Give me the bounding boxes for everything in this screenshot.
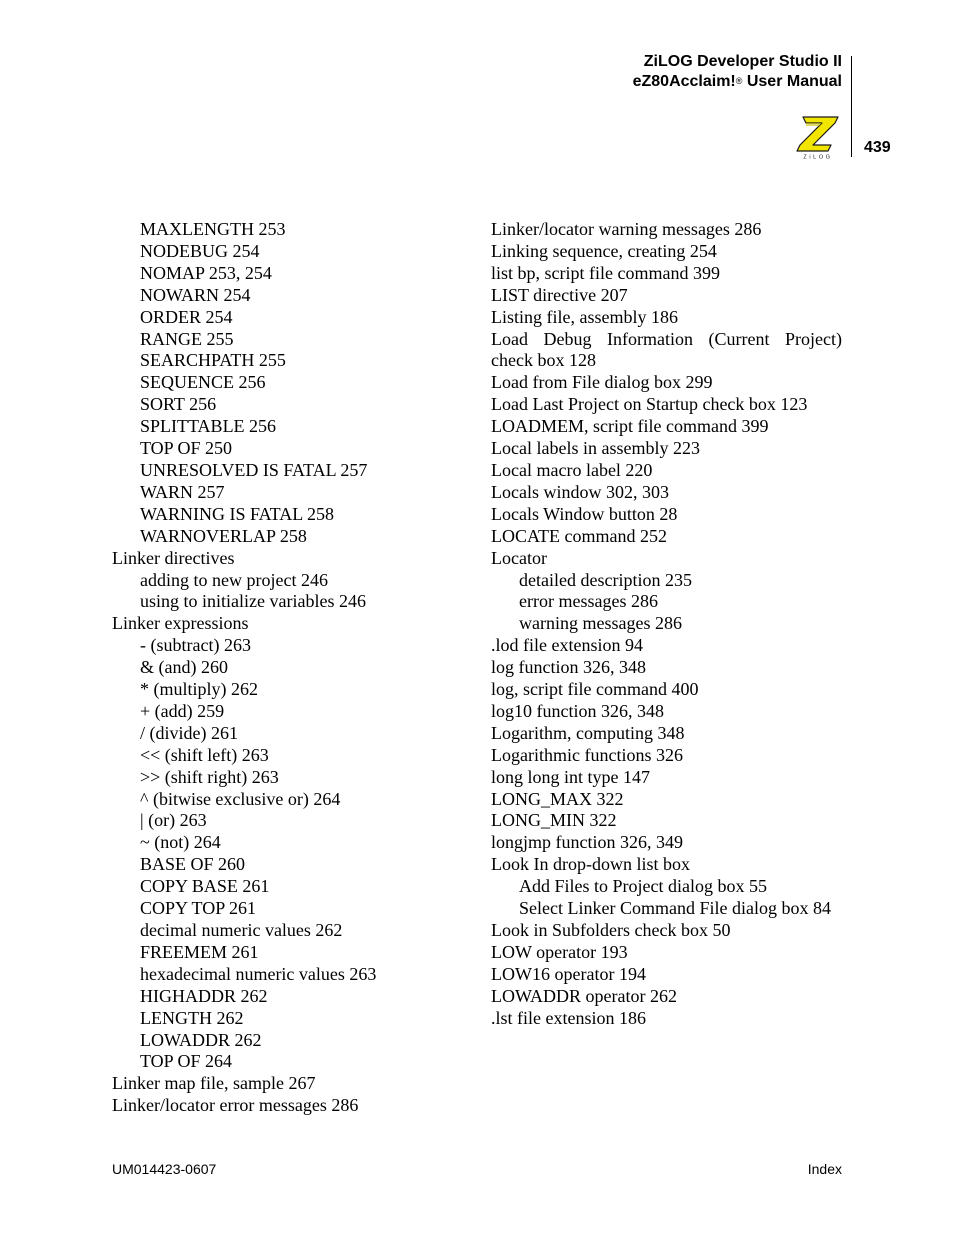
- logo-wordmark: ZiLOG: [803, 154, 833, 160]
- index-subentry: COPY TOP 261: [140, 898, 257, 919]
- index-subentry: | (or) 263: [140, 810, 207, 831]
- index-entry: Linker map file, sample 267: [112, 1073, 316, 1094]
- index-subentry: LENGTH 262: [140, 1007, 244, 1028]
- index-subentry: TOP OF 264: [140, 1051, 233, 1072]
- index-entry: long long int type 147: [491, 766, 650, 787]
- index-subentry: NOWARN 254: [140, 284, 251, 305]
- index-entry: Locals window 302, 303: [491, 481, 669, 502]
- index-subentry: WARNING IS FATAL 258: [140, 503, 335, 524]
- index-entry: Load Debug Information (Current Project): [491, 328, 842, 349]
- index-subentry: SORT 256: [140, 394, 217, 415]
- index-column-left: [112, 219, 462, 1117]
- index-entry: Local labels in assembly 223: [491, 438, 700, 459]
- product-name: eZ80Acclaim!: [632, 73, 736, 90]
- index-subentry: ^ (bitwise exclusive or) 264: [140, 788, 341, 809]
- index-subentry: FREEMEM 261: [140, 941, 259, 962]
- index-entry: LOW16 operator 194: [491, 963, 646, 984]
- index-entry: Logarithm, computing 348: [491, 722, 685, 743]
- index-subentry: RANGE 255: [140, 328, 234, 349]
- index-entry: Linker expressions: [112, 613, 249, 634]
- index-subentry: warning messages 286: [519, 613, 682, 634]
- index-subentry: TOP OF 250: [140, 438, 233, 459]
- index-subentry: NODEBUG 254: [140, 240, 260, 261]
- index-subentry: << (shift left) 263: [140, 744, 269, 765]
- index-subentry: Select Linker Command File dialog box 84: [519, 898, 831, 919]
- index-entry: LONG_MAX 322: [491, 788, 624, 809]
- index-entry: Linker directives: [112, 547, 235, 568]
- index-subentry: SPLITTABLE 256: [140, 416, 277, 437]
- manual-title-suffix: User Manual: [742, 73, 842, 90]
- manual-title: [633, 52, 842, 92]
- index-subentry: ~ (not) 264: [140, 832, 221, 853]
- index-subentry: + (add) 259: [140, 700, 225, 721]
- header-vertical-rule: [851, 56, 852, 157]
- index-entry: Look In drop-down list box: [491, 854, 690, 875]
- index-entry: Locals Window button 28: [491, 503, 678, 524]
- index-subentry: BASE OF 260: [140, 854, 246, 875]
- section-name: Index: [807, 1161, 842, 1177]
- index-subentry: NOMAP 253, 254: [140, 262, 272, 283]
- index-subentry: using to initialize variables 246: [140, 591, 366, 612]
- index-subentry: / (divide) 261: [140, 722, 238, 743]
- registered-mark: ®: [735, 76, 743, 86]
- index-entry: LOCATE command 252: [491, 525, 667, 546]
- index-subentry: Add Files to Project dialog box 55: [519, 876, 767, 897]
- index-entry: list bp, script file command 399: [491, 262, 720, 283]
- index-subentry: detailed description 235: [519, 569, 692, 590]
- index-entry: Linker/locator error messages 286: [112, 1095, 359, 1116]
- index-subentry: & (and) 260: [140, 657, 228, 678]
- index-entry: log, script file command 400: [491, 679, 699, 700]
- index-entry: Logarithmic functions 326: [491, 744, 683, 765]
- index-entry: .lod file extension 94: [491, 635, 643, 656]
- index-subentry: ORDER 254: [140, 306, 233, 327]
- page-number: 439: [864, 139, 891, 156]
- index-subentry: WARNOVERLAP 258: [140, 525, 307, 546]
- index-entry: LOWADDR operator 262: [491, 985, 677, 1006]
- index-subentry: UNRESOLVED IS FATAL 257: [140, 459, 368, 480]
- index-entry: Local macro label 220: [491, 459, 653, 480]
- index-column-right: [491, 219, 842, 1030]
- index-subentry: SEARCHPATH 255: [140, 350, 286, 371]
- index-entry: Linking sequence, creating 254: [491, 240, 717, 261]
- index-subentry: adding to new project 246: [140, 569, 328, 590]
- index-subentry: * (multiply) 262: [140, 679, 258, 700]
- index-entry: LIST directive 207: [491, 284, 628, 305]
- index-entry: Linker/locator warning messages 286: [491, 219, 762, 239]
- index-subentry: >> (shift right) 263: [140, 766, 279, 787]
- document-id: UM014423-0607: [112, 1161, 217, 1177]
- index-subentry: WARN 257: [140, 481, 225, 502]
- index-entry: Listing file, assembly 186: [491, 306, 678, 327]
- index-entry: Load from File dialog box 299: [491, 372, 713, 393]
- index-entry: LONG_MIN 322: [491, 810, 617, 831]
- index-entry: Look in Subfolders check box 50: [491, 920, 731, 940]
- index-subentry: - (subtract) 263: [140, 635, 251, 656]
- index-subentry: COPY BASE 261: [140, 876, 270, 897]
- index-entry: log10 function 326, 348: [491, 700, 664, 721]
- index-subentry: hexadecimal numeric values 263: [140, 963, 377, 984]
- index-entry: log function 326, 348: [491, 657, 646, 678]
- index-subentry: error messages 286: [519, 591, 658, 612]
- manual-title-line2: [633, 72, 842, 92]
- zilog-logo-icon: [795, 114, 841, 160]
- index-subentry: HIGHADDR 262: [140, 985, 268, 1006]
- index-entry: LOADMEM, script file command 399: [491, 416, 769, 437]
- index-entry: check box 128: [491, 350, 596, 371]
- index-entry: Load Last Project on Startup check box 123: [491, 394, 808, 415]
- index-entry: LOW operator 193: [491, 941, 628, 962]
- index-subentry: SEQUENCE 256: [140, 372, 266, 393]
- index-subentry: decimal numeric values 262: [140, 920, 343, 940]
- index-entry: longjmp function 326, 349: [491, 832, 683, 853]
- index-entry: Locator: [491, 547, 547, 568]
- index-subentry: LOWADDR 262: [140, 1029, 262, 1050]
- index-subentry: MAXLENGTH 253: [140, 219, 286, 239]
- manual-title-line1: ZiLOG Developer Studio II: [643, 53, 842, 70]
- index-entry: .lst file extension 186: [491, 1007, 646, 1028]
